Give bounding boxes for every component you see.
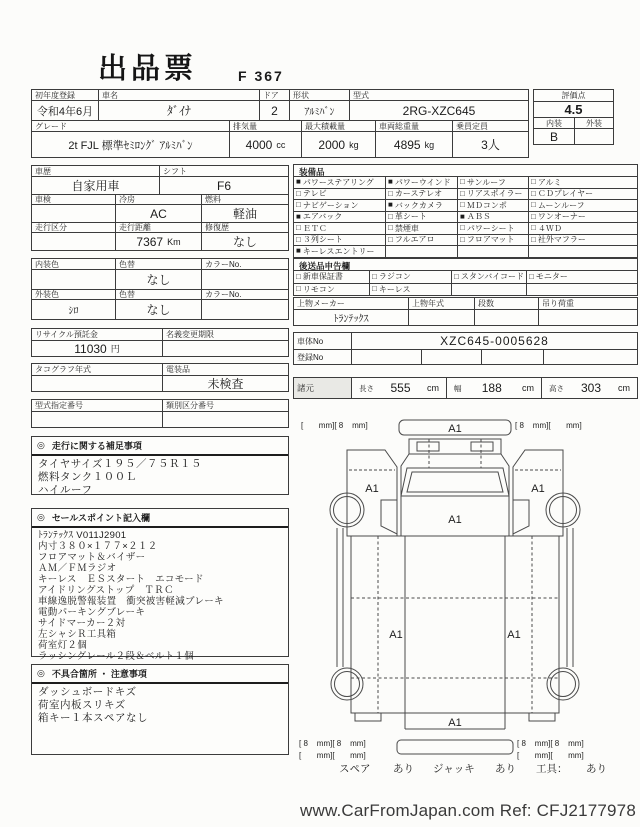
interior-color-value bbox=[32, 270, 115, 289]
checkbox-item bbox=[385, 176, 457, 188]
first-reg-value: 令和4年6月 bbox=[36, 105, 94, 118]
damage-mark-right-front: A1 bbox=[531, 483, 545, 495]
note-line: 箱キー１本スペアなし bbox=[38, 712, 148, 724]
truck-front-panel bbox=[409, 439, 501, 454]
checkbox-label: ＣＤプレイヤー bbox=[537, 189, 594, 199]
max-load-value: 2000 kg bbox=[301, 132, 375, 157]
evaluation-label: 評価点 bbox=[561, 91, 586, 100]
defects-header bbox=[32, 665, 288, 684]
checkbox-label: バックカメラ bbox=[394, 200, 443, 210]
exterior-grade-label: 外装 bbox=[574, 118, 613, 128]
section-marker-icon: ◎ bbox=[37, 668, 45, 678]
exterior-color-label: 外装色 bbox=[35, 290, 59, 299]
checkbox-label: ナビゲーション bbox=[302, 200, 359, 210]
annotation-bottom-left-1: [ 8 mm][ 8 mm] bbox=[299, 739, 366, 748]
note-line: ダッシュボードキズ bbox=[38, 686, 137, 698]
checkbox-item bbox=[457, 211, 528, 223]
car-history-value: 自家用車 bbox=[71, 179, 120, 193]
checkbox-item bbox=[457, 222, 528, 234]
checkbox-item bbox=[294, 199, 385, 211]
run-class-label: 走行区分 bbox=[35, 223, 67, 232]
checkbox-label: 禁煙車 bbox=[394, 223, 419, 233]
truck-rear-left-wheel bbox=[331, 668, 363, 700]
later-items-title: 後送品申告欄 bbox=[299, 261, 351, 271]
registration-no-cell bbox=[543, 350, 637, 364]
defects-body bbox=[32, 684, 288, 727]
checkbox-label: スタンバイコード bbox=[460, 272, 524, 282]
checkbox-icon: ■ bbox=[296, 177, 301, 187]
shift-value: F6 bbox=[159, 177, 288, 194]
vehicle-diagram bbox=[293, 410, 638, 790]
checkbox-icon: □ bbox=[388, 211, 393, 221]
damage-mark-left-front: A1 bbox=[365, 483, 379, 495]
annotation-top-right: [ 8 mm][ mm] bbox=[515, 421, 582, 430]
exterior-grade-value bbox=[574, 129, 613, 144]
checkbox-item bbox=[457, 199, 528, 211]
note-line: サイドマーカー２対 bbox=[38, 618, 126, 629]
jack-value: あり bbox=[495, 763, 516, 775]
run-class-value bbox=[32, 233, 115, 250]
body-year-label: 上物年式 bbox=[408, 298, 474, 309]
note-line: ﾄﾗﾝﾃｯｸｽ V011J2901 bbox=[38, 530, 127, 541]
length-value: 長さ 555 cm bbox=[351, 378, 446, 398]
recycle-table bbox=[31, 328, 289, 357]
checkbox-label: 社外マフラー bbox=[537, 235, 586, 245]
truck-rear-right-wheel bbox=[547, 668, 579, 700]
note-line: ＡＭ／ＦＭラジオ bbox=[38, 563, 117, 574]
checkbox-icon: □ bbox=[460, 223, 465, 233]
registration-no-cell bbox=[481, 350, 543, 364]
checkbox-item bbox=[528, 199, 637, 211]
note-line: ハイルーフ bbox=[38, 484, 93, 496]
note-line: 左シャシＲ工具箱 bbox=[38, 629, 117, 640]
dimensions-label: 諸元 bbox=[294, 378, 351, 398]
checkbox-label: ３列シート bbox=[302, 235, 343, 245]
exterior-color-value: ｼﾛ bbox=[68, 306, 79, 317]
checkbox-label: リアスポイラー bbox=[466, 189, 523, 199]
checkbox-label: パワーステアリング bbox=[302, 177, 374, 187]
electrical-value: 未検査 bbox=[162, 376, 288, 391]
model-designation-value bbox=[32, 412, 162, 427]
checkbox-icon: □ bbox=[372, 271, 377, 281]
checkbox-icon: □ bbox=[531, 188, 536, 198]
sales-points-header bbox=[32, 509, 288, 528]
recycle-deposit-value: 11030 円 bbox=[74, 341, 120, 356]
note-line: 内寸３８０×１７７×２１２ bbox=[38, 541, 158, 552]
fuel-label: 燃料 bbox=[201, 195, 288, 204]
mileage-label: 走行距離 bbox=[115, 223, 201, 232]
checkbox-label: モニター bbox=[535, 272, 568, 282]
later-items-box bbox=[293, 258, 638, 296]
note-line: 荷室灯２個 bbox=[38, 640, 88, 651]
shape-label: 形状 bbox=[289, 90, 349, 100]
fuel-value: 軽油 bbox=[201, 205, 288, 222]
checkbox-icon: □ bbox=[296, 271, 301, 281]
stages-value bbox=[474, 310, 538, 325]
checkbox-item bbox=[385, 222, 457, 234]
watermark-text: www.CarFromJapan.com Ref: CFJ2177978 bbox=[300, 801, 636, 820]
checkbox-icon: □ bbox=[388, 223, 393, 233]
truck-cargo-box bbox=[351, 536, 559, 713]
checkbox-item bbox=[369, 283, 451, 296]
checkbox-item bbox=[457, 176, 528, 188]
name-change-value bbox=[162, 341, 288, 356]
checkbox-label: サンルーフ bbox=[466, 177, 506, 187]
annotation-bottom-right-2: [ mm][ mm] bbox=[517, 751, 584, 760]
evaluation-box bbox=[533, 89, 614, 145]
sales-points-section bbox=[31, 508, 289, 662]
checkbox-item bbox=[385, 199, 457, 211]
checkbox-icon: □ bbox=[388, 234, 393, 244]
checkbox-icon: □ bbox=[296, 284, 301, 294]
shape-value: ｱﾙﾐﾊﾞﾝ bbox=[289, 101, 349, 120]
electrical-label: 電装品 bbox=[162, 364, 288, 375]
recycle-deposit-label: リサイクル預託金 bbox=[35, 330, 98, 339]
registration-no-cell bbox=[421, 350, 481, 364]
checkbox-icon: □ bbox=[388, 188, 393, 198]
damage-mark-rear: A1 bbox=[448, 717, 462, 729]
gross-weight-value: 4895 kg bbox=[375, 132, 452, 157]
checkbox-label: キーレス bbox=[378, 284, 411, 294]
checkbox-item bbox=[528, 234, 637, 246]
jack-label: ジャッキ bbox=[433, 763, 475, 775]
checkbox-item bbox=[294, 188, 385, 200]
damage-mark-right-side: A1 bbox=[507, 629, 521, 641]
checkbox-label: ラジコン bbox=[378, 272, 411, 282]
car-history-label: 車歴 bbox=[35, 166, 51, 176]
note-line: キーレス ＥＳスタート エコモード bbox=[38, 574, 204, 585]
name-change-label: 名義変更期限 bbox=[162, 329, 288, 340]
checkbox-label: リモコン bbox=[302, 284, 335, 294]
lift-load-label: 吊り荷重 bbox=[538, 298, 637, 309]
inspection-label: 車検 bbox=[35, 195, 51, 204]
checkbox-icon: ■ bbox=[296, 246, 301, 256]
exterior-color-change-value: なし bbox=[115, 300, 201, 319]
damage-mark-left-side: A1 bbox=[389, 629, 403, 641]
car-name-label: 車名 bbox=[98, 90, 259, 100]
checkbox-icon: □ bbox=[531, 223, 536, 233]
checkbox-icon: □ bbox=[531, 234, 536, 244]
gross-weight-label: 車両総重量 bbox=[375, 121, 452, 131]
checkbox-icon: □ bbox=[296, 223, 301, 233]
model-code-value: 2RG-XZC645 bbox=[349, 101, 528, 120]
defects-section bbox=[31, 664, 289, 755]
equipment-title: 装備品 bbox=[299, 167, 325, 177]
car-name-value: ﾀﾞｲﾅ bbox=[98, 101, 259, 120]
checkbox-item bbox=[451, 270, 526, 283]
checkbox-item bbox=[457, 234, 528, 246]
body-maker-label: 上物メーカー bbox=[297, 299, 345, 308]
note-line: 荷室内板スリキズ bbox=[38, 699, 126, 711]
form-number: F 367 bbox=[238, 68, 284, 84]
driving-notes-header bbox=[32, 437, 288, 456]
checkbox-item bbox=[385, 234, 457, 246]
checkbox-label: パワーシート bbox=[466, 223, 515, 233]
tachograph-value bbox=[32, 376, 162, 391]
later-items-grid bbox=[294, 270, 637, 295]
equipment-box bbox=[293, 164, 638, 258]
stages-label: 段数 bbox=[474, 298, 538, 309]
checkbox-icon: □ bbox=[531, 177, 536, 187]
color-change-label: 色替 bbox=[115, 290, 201, 299]
checkbox-label: キーレスエントリー bbox=[302, 246, 375, 256]
interior-grade-label: 内装 bbox=[546, 118, 562, 128]
checkbox-icon: □ bbox=[460, 177, 465, 187]
damage-mark-front-bumper: A1 bbox=[448, 423, 462, 435]
checkbox-icon: ■ bbox=[388, 177, 393, 187]
checkbox-label: アルミ bbox=[537, 177, 562, 187]
exterior-color-no-value bbox=[201, 300, 288, 319]
note-line: フロアマット＆バイザー bbox=[38, 552, 146, 563]
color-change-label: 色替 bbox=[115, 259, 201, 269]
sales-points-body bbox=[32, 528, 288, 664]
width-value: 幅 188 cm bbox=[446, 378, 541, 398]
checkbox-icon: □ bbox=[296, 188, 301, 198]
checkbox-item bbox=[369, 270, 451, 283]
checkbox-icon: □ bbox=[296, 234, 301, 244]
checkbox-item bbox=[528, 176, 637, 188]
repair-history-label: 修復歴 bbox=[201, 223, 288, 232]
interior-color-no-value bbox=[201, 270, 288, 289]
checkbox-item bbox=[294, 176, 385, 188]
class-number-value bbox=[162, 412, 288, 427]
truck-outline bbox=[330, 420, 580, 754]
tachograph-table bbox=[31, 363, 289, 392]
checkbox-item bbox=[294, 270, 369, 283]
model-designation-label: 型式指定番号 bbox=[35, 401, 83, 410]
truck-rear-bumper bbox=[397, 740, 513, 754]
color-table bbox=[31, 258, 289, 320]
tools-label: 工具： bbox=[536, 763, 568, 775]
checkbox-label: ＭＤコンポ bbox=[466, 200, 507, 210]
annotation-top-left: [ mm][ 8 mm] bbox=[301, 421, 368, 430]
checkbox-icon: ■ bbox=[296, 211, 301, 221]
first-reg-label: 初年度登録 bbox=[35, 90, 75, 100]
model-code-label: 型式 bbox=[349, 90, 528, 100]
color-no-label: カラーNo. bbox=[201, 290, 288, 299]
note-line: タイヤサイズ１９５／７５Ｒ１５ bbox=[38, 458, 202, 470]
interior-color-label: 内装色 bbox=[35, 259, 59, 269]
section-marker-icon: ◎ bbox=[37, 440, 45, 450]
displacement-value: 4000 cc bbox=[229, 132, 301, 157]
registration-no-cell bbox=[351, 350, 421, 364]
aircon-value: AC bbox=[115, 205, 201, 222]
checkbox-label: ＡＢＳ bbox=[466, 212, 491, 222]
checkbox-item bbox=[528, 188, 637, 200]
aircon-label: 冷房 bbox=[115, 195, 201, 204]
checkbox-label: パワーウインド bbox=[394, 177, 451, 187]
checkbox-icon: □ bbox=[372, 284, 377, 294]
checkbox-label: ワンオーナー bbox=[537, 212, 586, 222]
annotation-bottom-right-1: [ 8 mm][ 8 mm] bbox=[517, 739, 584, 748]
damage-marks bbox=[365, 423, 544, 729]
doors-value: 2 bbox=[259, 101, 289, 120]
chassis-no-label: 車体No bbox=[297, 336, 324, 346]
checkbox-item bbox=[528, 211, 637, 223]
designation-table bbox=[31, 399, 289, 428]
mileage-value: 7367 Km bbox=[115, 233, 201, 250]
note-line: 燃料タンク１００Ｌ bbox=[38, 471, 137, 483]
checkbox-item bbox=[385, 188, 457, 200]
accessories-line bbox=[339, 763, 607, 775]
tachograph-label: タコグラフ年式 bbox=[35, 365, 91, 374]
checkbox-item bbox=[294, 234, 385, 246]
sales-points-title: セールスポイント記入欄 bbox=[51, 513, 151, 523]
checkbox-item bbox=[457, 188, 528, 200]
page-title: 出品票 bbox=[98, 53, 198, 85]
identity-table bbox=[293, 332, 638, 365]
checkbox-icon: ■ bbox=[388, 200, 393, 210]
checkbox-icon: □ bbox=[531, 211, 536, 221]
class-number-label: 類別区分番号 bbox=[162, 400, 288, 411]
vehicle-spec-table bbox=[31, 89, 529, 158]
grade-value: 2t FJL 標準ｾﾐﾛﾝｸﾞ ｱﾙﾐﾊﾞﾝ bbox=[68, 139, 193, 152]
checkbox-icon: □ bbox=[531, 200, 536, 210]
capacity-label: 乗員定員 bbox=[452, 121, 528, 131]
annotation-bottom-left-2: [ mm][ mm] bbox=[299, 751, 366, 760]
checkbox-label: ＥＴＣ bbox=[302, 223, 327, 233]
doors-label: ドア bbox=[259, 90, 289, 100]
checkbox-item bbox=[526, 283, 637, 296]
checkbox-icon: □ bbox=[454, 271, 459, 281]
checkbox-item bbox=[528, 222, 637, 234]
checkbox-label: エアバック bbox=[302, 212, 343, 222]
checkbox-item bbox=[294, 211, 385, 223]
spare-value: あり bbox=[393, 763, 414, 775]
checkbox-item bbox=[294, 245, 385, 257]
chassis-no-value: XZC645-0005628 bbox=[351, 333, 637, 349]
checkbox-item bbox=[457, 245, 528, 257]
checkbox-item bbox=[294, 283, 369, 296]
lift-load-value bbox=[538, 310, 637, 325]
checkbox-icon: □ bbox=[460, 234, 465, 244]
checkbox-label: 革シート bbox=[394, 212, 427, 222]
body-maker-table bbox=[293, 297, 638, 326]
checkbox-item bbox=[526, 270, 637, 283]
damage-mark-cab: A1 bbox=[448, 514, 462, 526]
checkbox-label: カーステレオ bbox=[394, 189, 443, 199]
evaluation-score: 4.5 bbox=[564, 102, 583, 117]
equipment-grid bbox=[294, 176, 637, 257]
shift-label: シフト bbox=[159, 166, 288, 176]
checkbox-icon: ■ bbox=[460, 211, 465, 221]
checkbox-icon: □ bbox=[460, 200, 465, 210]
inspection-value bbox=[32, 205, 115, 222]
interior-color-change-value: なし bbox=[115, 270, 201, 289]
color-no-label: カラーNo. bbox=[201, 259, 288, 269]
checkbox-label: フルエアロ bbox=[394, 235, 435, 245]
checkbox-item bbox=[294, 222, 385, 234]
checkbox-icon: □ bbox=[296, 200, 301, 210]
note-line: 車線逸脱警報装置 衝突被害軽減ブレーキ bbox=[38, 596, 224, 607]
checkbox-item bbox=[385, 211, 457, 223]
note-line: ラッシングレール２段＆ベルト１個 bbox=[38, 651, 194, 662]
checkbox-item bbox=[451, 283, 526, 296]
checkbox-item bbox=[385, 245, 457, 257]
driving-notes-body bbox=[32, 456, 288, 499]
checkbox-label: ４ＷＤ bbox=[537, 223, 562, 233]
body-year-value bbox=[408, 310, 474, 325]
checkbox-label: フロアマット bbox=[466, 235, 515, 245]
height-value: 高さ 303 cm bbox=[541, 378, 637, 398]
checkbox-label: テレビ bbox=[302, 189, 327, 199]
max-load-label: 最大積載量 bbox=[301, 121, 375, 131]
history-table bbox=[31, 165, 289, 251]
tools-value: あり bbox=[586, 763, 607, 775]
capacity-value: 3人 bbox=[452, 132, 528, 157]
registration-no-label: 登録No bbox=[297, 352, 324, 362]
body-maker-value: ﾄﾗﾝﾃｯｸｽ bbox=[333, 314, 369, 325]
note-line: アイドリングストップ ＴＲＣ bbox=[38, 585, 174, 596]
repair-history-value: なし bbox=[201, 233, 288, 250]
checkbox-label: 新車保証書 bbox=[302, 272, 343, 282]
checkbox-item bbox=[528, 245, 637, 257]
defects-title: 不具合箇所 ・ 注意事項 bbox=[51, 669, 147, 679]
checkbox-icon: □ bbox=[460, 188, 465, 198]
section-marker-icon: ◎ bbox=[37, 512, 45, 522]
note-line: 電動パーキングブレーキ bbox=[38, 607, 146, 618]
driving-notes-section bbox=[31, 436, 289, 495]
spare-label: スペア bbox=[339, 763, 371, 775]
dimensions-table bbox=[293, 377, 638, 399]
checkbox-label: ムーンルーフ bbox=[537, 200, 585, 210]
checkbox-icon: □ bbox=[529, 271, 534, 281]
driving-notes-title: 走行に関する補足事項 bbox=[51, 441, 142, 451]
interior-grade-value: B bbox=[549, 129, 558, 144]
displacement-label: 排気量 bbox=[229, 121, 301, 131]
grade-label: グレード bbox=[35, 121, 67, 131]
